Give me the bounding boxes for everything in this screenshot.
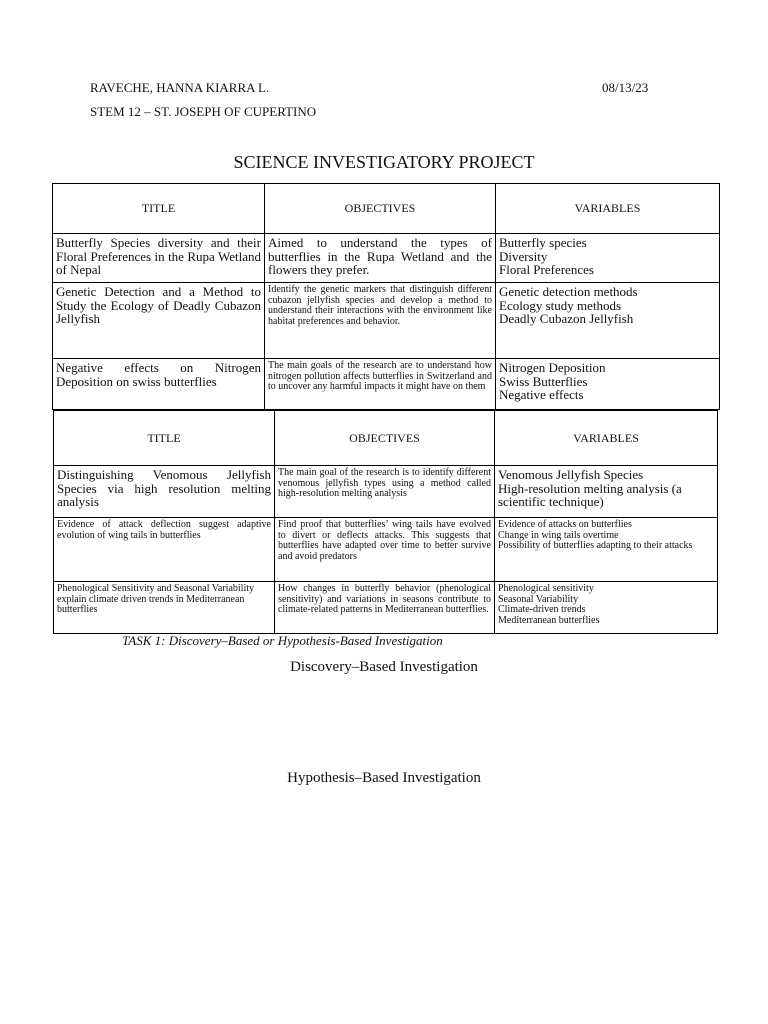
row-variables: [495, 582, 718, 634]
row-title: Butterfly Species diversity and their Floral Preferences in the Rupa Wetland of Nepal: [53, 234, 265, 283]
header-variables: VARIABLES: [496, 184, 720, 234]
variable-item: Climate-driven trends: [498, 604, 586, 615]
table-row: [53, 234, 720, 283]
row-title: Evidence of attack deflection suggest adaptive evolution of wing tails in butterflies: [54, 518, 275, 582]
header-objectives: OBJECTIVES: [265, 184, 496, 234]
header-title: TITLE: [53, 184, 265, 234]
variable-item: Floral Preferences: [499, 262, 594, 278]
variable-item: Evidence of attacks on butterflies: [498, 519, 632, 530]
discovery-heading: Discovery–Based Investigation: [290, 659, 478, 675]
variable-item: Genetic detection methods: [499, 284, 638, 299]
variable-item: Nitrogen Deposition: [499, 360, 606, 375]
row-objectives: How changes in butterfly behavior (phenological sensitivity) and variations in seasons contribute to climate-related patterns in Mediterranean butterflies.: [275, 582, 495, 634]
table-row: [53, 359, 720, 410]
variable-item: Diversity: [499, 248, 548, 264]
table-row: [54, 582, 718, 634]
variable-item: Change in wing tails overtime: [498, 529, 619, 541]
table-header-row: [54, 411, 718, 466]
row-title: Phenological Sensitivity and Seasonal Variability explain climate driven trends in Mediterranean butterflies: [54, 582, 275, 634]
variable-item: Seasonal Variability: [498, 593, 579, 605]
row-objectives: The main goals of the research are to understand how nitrogen pollution affects butterflies in Switzerland and to uncover any harmful impacts it might have on them: [265, 359, 496, 410]
task-label: TASK 1: Discovery–Based or Hypothesis-Based Investigation: [122, 633, 443, 648]
variable-item: Swiss Butterflies: [499, 373, 588, 389]
header-variables: VARIABLES: [495, 411, 718, 466]
variable-item: Venomous Jellyfish Species: [498, 467, 644, 482]
row-objectives: Find proof that butterflies’ wing tails have evolved to divert or deflects attacks. This suggests that butterflies have adapted over time to better survive and avoid predators: [275, 518, 495, 582]
variable-item: Phenological sensitivity: [498, 583, 594, 594]
research-table-2: [53, 410, 718, 634]
row-variables: [496, 283, 720, 359]
header-title: TITLE: [54, 411, 275, 466]
school-section: STEM 12 – ST. JOSEPH OF CUPERTINO: [90, 104, 317, 119]
variable-item: Butterfly species: [499, 235, 587, 250]
research-table-1: [52, 183, 720, 410]
student-name: RAVECHE, HANNA KIARRA L.: [90, 80, 270, 95]
row-title: Negative effects on Nitrogen Deposition on swiss butterflies: [53, 359, 265, 410]
row-variables: [495, 518, 718, 582]
variable-item: Possibility of butterflies adapting to their attacks: [498, 540, 693, 551]
row-objectives: Identify the genetic markers that distinguish different cubazon jellyfish species and develop a method to understand their interactions with the environment like habitat preferences and behavior.: [265, 283, 496, 359]
row-variables: [495, 466, 718, 518]
variable-item: High-resolution melting analysis (a scientific technique): [498, 480, 682, 510]
date: 08/13/23: [602, 80, 649, 95]
table-row: [54, 466, 718, 518]
variable-item: Deadly Cubazon Jellyfish: [499, 311, 634, 327]
row-objectives: The main goal of the research is to identify different venomous jellyfish types using a method called high-resolution melting analysis: [275, 466, 495, 518]
table-row: [53, 283, 720, 359]
variable-item: Ecology study methods: [499, 297, 622, 313]
table-header-row: [53, 184, 720, 234]
row-title: Distinguishing Venomous Jellyfish Species via high resolution melting analysis: [54, 466, 275, 518]
row-objectives: Aimed to understand the types of butterflies in the Rupa Wetland and the flowers they prefer.: [265, 234, 496, 283]
row-variables: [496, 234, 720, 283]
row-variables: [496, 359, 720, 410]
variable-item: Mediterranean butterflies: [498, 614, 600, 626]
header-objectives: OBJECTIVES: [275, 411, 495, 466]
page-title: SCIENCE INVESTIGATORY PROJECT: [233, 152, 535, 172]
row-title: Genetic Detection and a Method to Study the Ecology of Deadly Cubazon Jellyfish: [53, 283, 265, 359]
hypothesis-heading: Hypothesis–Based Investigation: [287, 770, 481, 786]
variable-item: Negative effects: [499, 387, 584, 403]
table-row: [54, 518, 718, 582]
